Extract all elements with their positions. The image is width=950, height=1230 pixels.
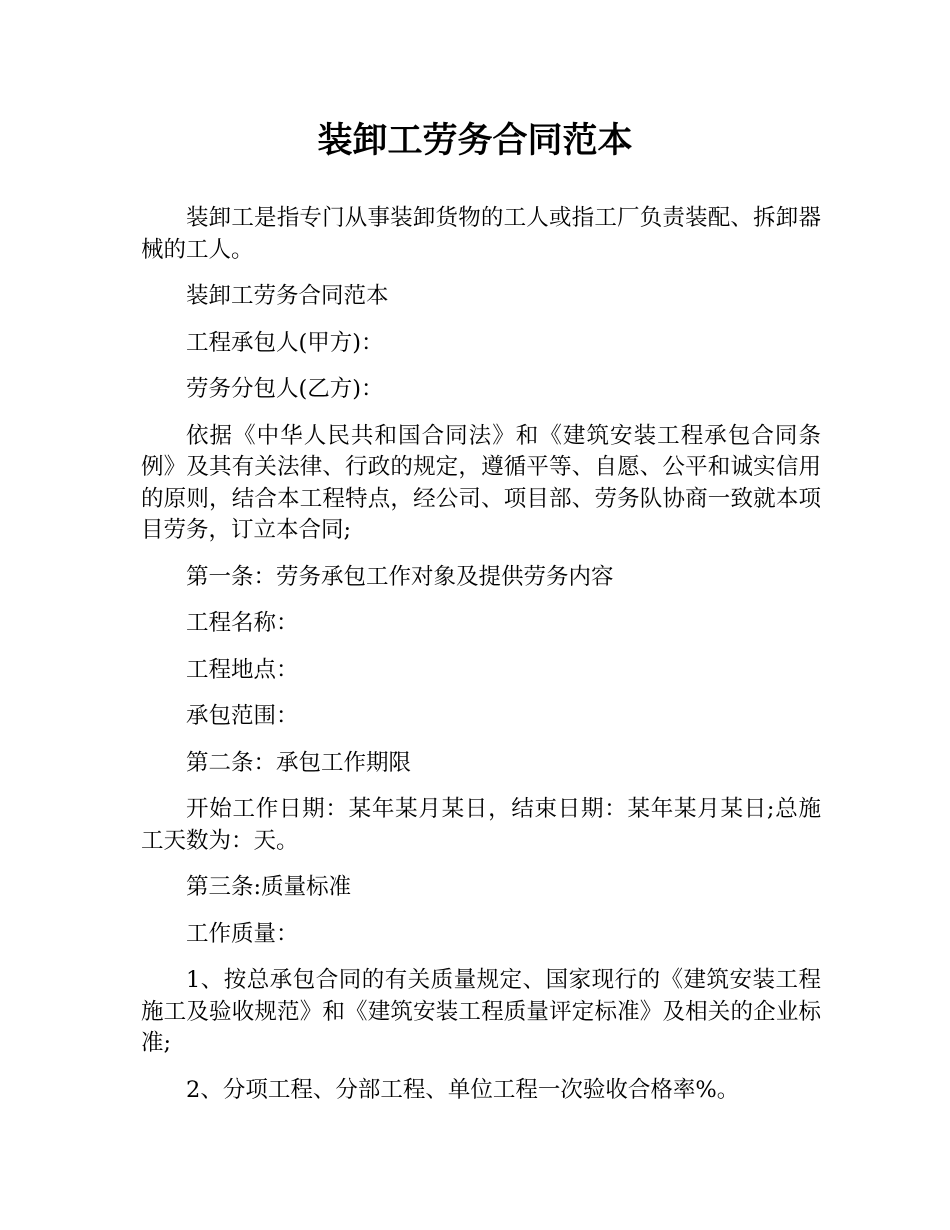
paragraph-project-location: 工程地点： — [186, 656, 299, 683]
paragraph-article-1: 第一条：劳务承包工作对象及提供劳务内容 — [186, 563, 614, 590]
paragraph-article-3: 第三条:质量标准 — [186, 874, 352, 900]
paragraph-scope: 承包范围： — [186, 703, 299, 729]
paragraph-article-2: 第二条：承包工作期限 — [186, 749, 412, 776]
paragraph-intro: 装卸工是指专门从事装卸货物的工人或指工厂负责装配、拆卸器械的工人。 — [141, 205, 821, 263]
paragraph-party-a: 工程承包人(甲方)： — [186, 329, 384, 356]
document-body — [141, 203, 821, 1121]
document-title: 装卸工劳务合同范本 — [317, 121, 633, 161]
paragraph-dates: 开始工作日期：某年某月某日，结束日期：某年某月某日;总施工天数为：天。 — [141, 796, 821, 854]
paragraph-quality-item-2: 2、分项工程、分部工程、单位工程一次验收合格率%。 — [186, 1076, 740, 1103]
paragraph-project-name: 工程名称： — [186, 610, 299, 636]
paragraph-party-b: 劳务分包人(乙方)： — [186, 376, 384, 402]
paragraph-quality-item-1: 1、按总承包合同的有关质量规定、国家现行的《建筑安装工程施工及验收规范》和《建筑安装工程质量评定标准》及相关的企业标准; — [141, 967, 821, 1056]
paragraph-basis: 依据《中华人民共和国合同法》和《建筑安装工程承包合同条例》及其有关法律、行政的规定，遵循平等、自愿、公平和诚实信用的原则，结合本工程特点，经公司、项目部、劳务队协商一致就本项目劳务，订立本合同; — [141, 422, 821, 543]
paragraph-subtitle: 装卸工劳务合同范本 — [186, 283, 389, 309]
paragraph-work-quality: 工作质量： — [186, 920, 299, 947]
